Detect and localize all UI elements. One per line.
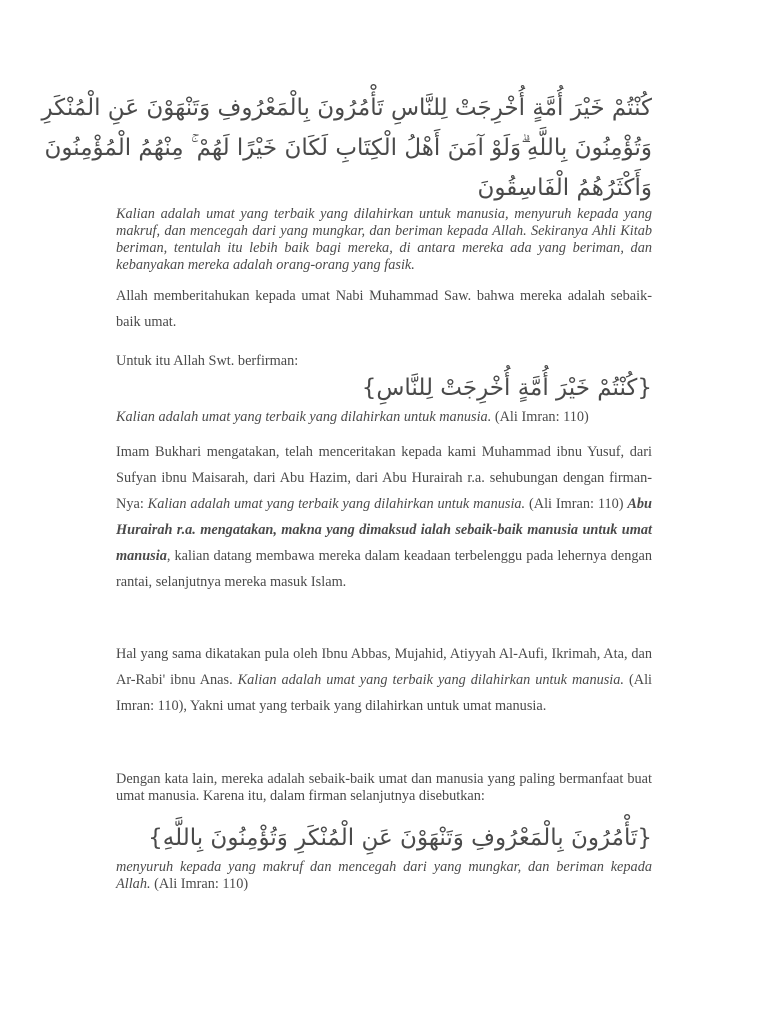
arabic-verse-full [41,88,652,208]
translation-short-2 [116,859,652,893]
paragraph-ibnu-abbas [116,641,652,719]
ibnu-abbas-italic: Kalian adalah umat yang terbaik yang dilahirkan untuk manusia. [237,672,625,688]
translation-short-ref: (Ali Imran: 110) [491,409,589,425]
bukhari-text-1: Imam Bukhari mengatakan, telah menceritakan kepada kami Muhammad ibnu Yusuf, dari Sufyan ibnu Maisarah, dari Abu Hazim, dari Abu Hurairah r.a. sehubungan dengan firman-Nya: [116,444,652,512]
translation-short [116,409,652,426]
paragraph-bukhari [116,439,652,595]
translation-short-2-ref: (Ali Imran: 110) [150,876,249,892]
paragraph-untuk-itu: Untuk itu Allah Swt. berfirman: [116,353,299,369]
arabic-verse-line-3: وَأَكْثَرُهُمُ الْفَاسِقُونَ [477,175,652,201]
bukhari-ref: (Ali Imran: 110) [525,496,628,512]
translation-short-italic: Kalian adalah umat yang terbaik yang dilahirkan untuk manusia. [116,409,492,425]
arabic-verse-short: {كُنْتُمْ خَيْرَ أُمَّةٍ أُخْرِجَتْ لِلنَّاسِ} [361,375,652,401]
translation-short-2-italic: menyuruh kepada yang makruf dan mencegah dari yang mungkar, dan beriman kepada Allah. [116,859,652,892]
paragraph-dengan-kata-lain: Dengan kata lain, mereka adalah sebaik-baik umat dan manusia yang paling bermanfaat buat umat manusia. Karena itu, dalam firman selanjutnya disebutkan: [116,771,652,804]
paragraph-allah-informs: Allah memberitahukan kepada umat Nabi Muhammad Saw. bahwa mereka adalah sebaik-baik umat. [116,288,652,330]
bukhari-text-2: , kalian datang membawa mereka dalam keadaan terbelenggu pada lehernya dengan rantai, selanjutnya mereka masuk Islam. [116,548,652,590]
arabic-verse-short-2: {تَأْمُرُونَ بِالْمَعْرُوفِ وَتَنْهَوْنَ عَنِ الْمُنْكَرِ وَتُؤْمِنُونَ بِاللَّهِ} [148,825,652,851]
arabic-verse-line-2: وَتُؤْمِنُونَ بِاللَّهِ ۗوَلَوْ آمَنَ أَهْلُ الْكِتَابِ لَكَانَ خَيْرًا لَهُمْ ۚ مِنْهُمُ الْمُؤْمِنُونَ [44,135,652,161]
arabic-verse-line-1: كُنْتُمْ خَيْرَ أُمَّةٍ أُخْرِجَتْ لِلنَّاسِ تَأْمُرُونَ بِالْمَعْرُوفِ وَتَنْهَوْنَ عَنِ الْمُنْكَرِ [41,95,652,121]
bukhari-bold-italic: Abu Hurairah r.a. mengatakan, makna yang dimaksud ialah sebaik-baik manusia untuk umat manusia [116,496,652,564]
translation-full: Kalian adalah umat yang terbaik yang dilahirkan untuk manusia, menyuruh kepada yang makruf, dan mencegah dari yang mungkar, dan beriman kepada Allah. Sekiranya Ahli Kitab beriman, tentulah itu lebih baik bagi mereka, di antara mereka ada yang beriman, dan kebanyakan mereka adalah orang-orang yang fasik. [116,206,652,273]
bukhari-italic: Kalian adalah umat yang terbaik yang dilahirkan untuk manusia. [147,496,526,512]
ibnu-abbas-text-1: Hal yang sama dikatakan pula oleh Ibnu Abbas, Mujahid, Atiyyah Al-Aufi, Ikrimah, Ata, dan Ar-Rabi' ibnu Anas. [116,646,652,688]
ibnu-abbas-text-2: (Ali Imran: 110), Yakni umat yang terbaik yang dilahirkan untuk umat manusia. [116,672,653,714]
